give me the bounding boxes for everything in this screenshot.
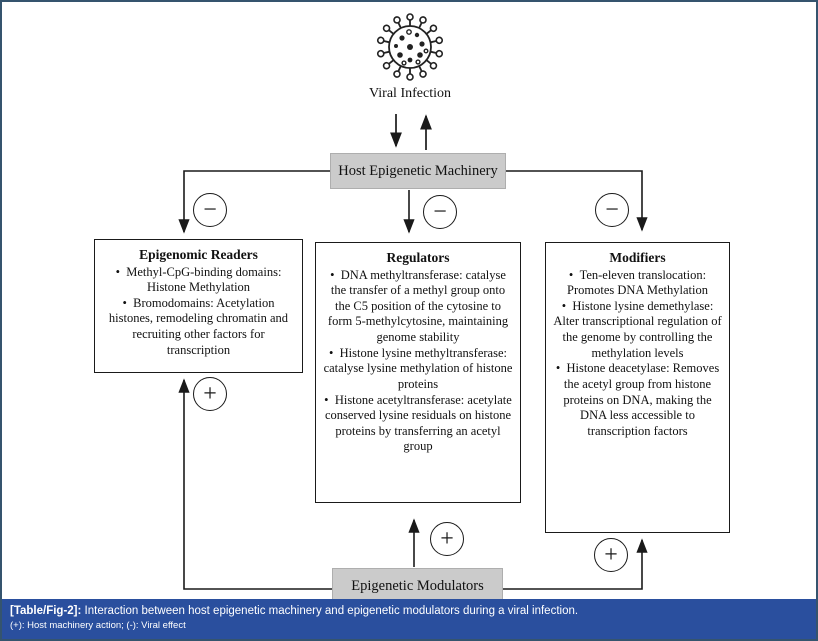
minus-sign-readers: [193, 193, 227, 227]
modifiers-box-title: Modifiers: [609, 250, 666, 265]
plus-sign-regulators: [430, 522, 464, 556]
regulators-box-title: Regulators: [386, 250, 450, 265]
readers-box-list: [99, 265, 298, 359]
host-epigenetic-machinery-box: [330, 153, 506, 189]
virus-icon: [377, 14, 443, 80]
bullet-item: • Histone acetyltransferase: acetylate conserved lysine residuals on histone proteins by transferring an acetyl group: [322, 393, 514, 456]
host-epigenetic-machinery-label: Host Epigenetic Machinery: [338, 162, 498, 179]
bullet-item: • Histone lysine methyltransferase: catalyse lysine methylation of histone proteins: [322, 346, 514, 393]
plus-glyph: +: [440, 526, 454, 552]
bullet-item: • Bromodomains: Acetylation histones, remodeling chromatin and recruiting other factors for transcription: [101, 296, 296, 359]
regulators-box: [315, 242, 521, 503]
bullet-item: • Ten-eleven translocation: Promotes DNA Methylation: [552, 268, 723, 299]
readers-box-title: Epigenomic Readers: [139, 247, 258, 262]
caption-legend: (+): Host machinery action; (-): Viral effect: [10, 620, 186, 632]
minus-glyph: −: [433, 199, 447, 225]
plus-sign-modifiers: [594, 538, 628, 572]
plus-sign-readers: [193, 377, 227, 411]
epigenetic-modulators-label: Epigenetic Modulators: [351, 577, 484, 594]
caption-bar: [2, 599, 816, 639]
minus-sign-modifiers: [595, 193, 629, 227]
caption-tag: [Table/Fig-2]:: [10, 605, 82, 617]
epigenomic-readers-box: [94, 239, 303, 373]
minus-glyph: −: [203, 197, 217, 223]
plus-glyph: +: [604, 542, 618, 568]
minus-sign-regulators: [423, 195, 457, 229]
bullet-item: • DNA methyltransferase: catalyse the transfer of a methyl group onto the C5 position of the cytosine to form 5-methylcytosine, maintaining genome stability: [322, 268, 514, 346]
plus-glyph: +: [203, 381, 217, 407]
minus-glyph: −: [605, 197, 619, 223]
bullet-item: • Histone lysine demethylase: Alter transcriptional regulation of the genome by controlling the methylation levels: [552, 299, 723, 362]
regulators-box-list: [320, 268, 516, 456]
caption-line: [10, 603, 808, 619]
modifiers-box-list: [550, 268, 725, 440]
arrow-modulators-to-readers: [184, 380, 332, 589]
bullet-item: • Histone deacetylase: Removes the acetyl group from histone proteins on DNA, making the DNA less accessible to transcription factors: [552, 361, 723, 439]
bullet-item: • Methyl-CpG-binding domains: Histone Methylation: [101, 265, 296, 296]
viral-infection-label: Viral Infection: [369, 86, 451, 101]
modifiers-box: [545, 242, 730, 533]
caption-text: Interaction between host epigenetic machinery and epigenetic modulators during a viral infection.: [84, 605, 579, 617]
